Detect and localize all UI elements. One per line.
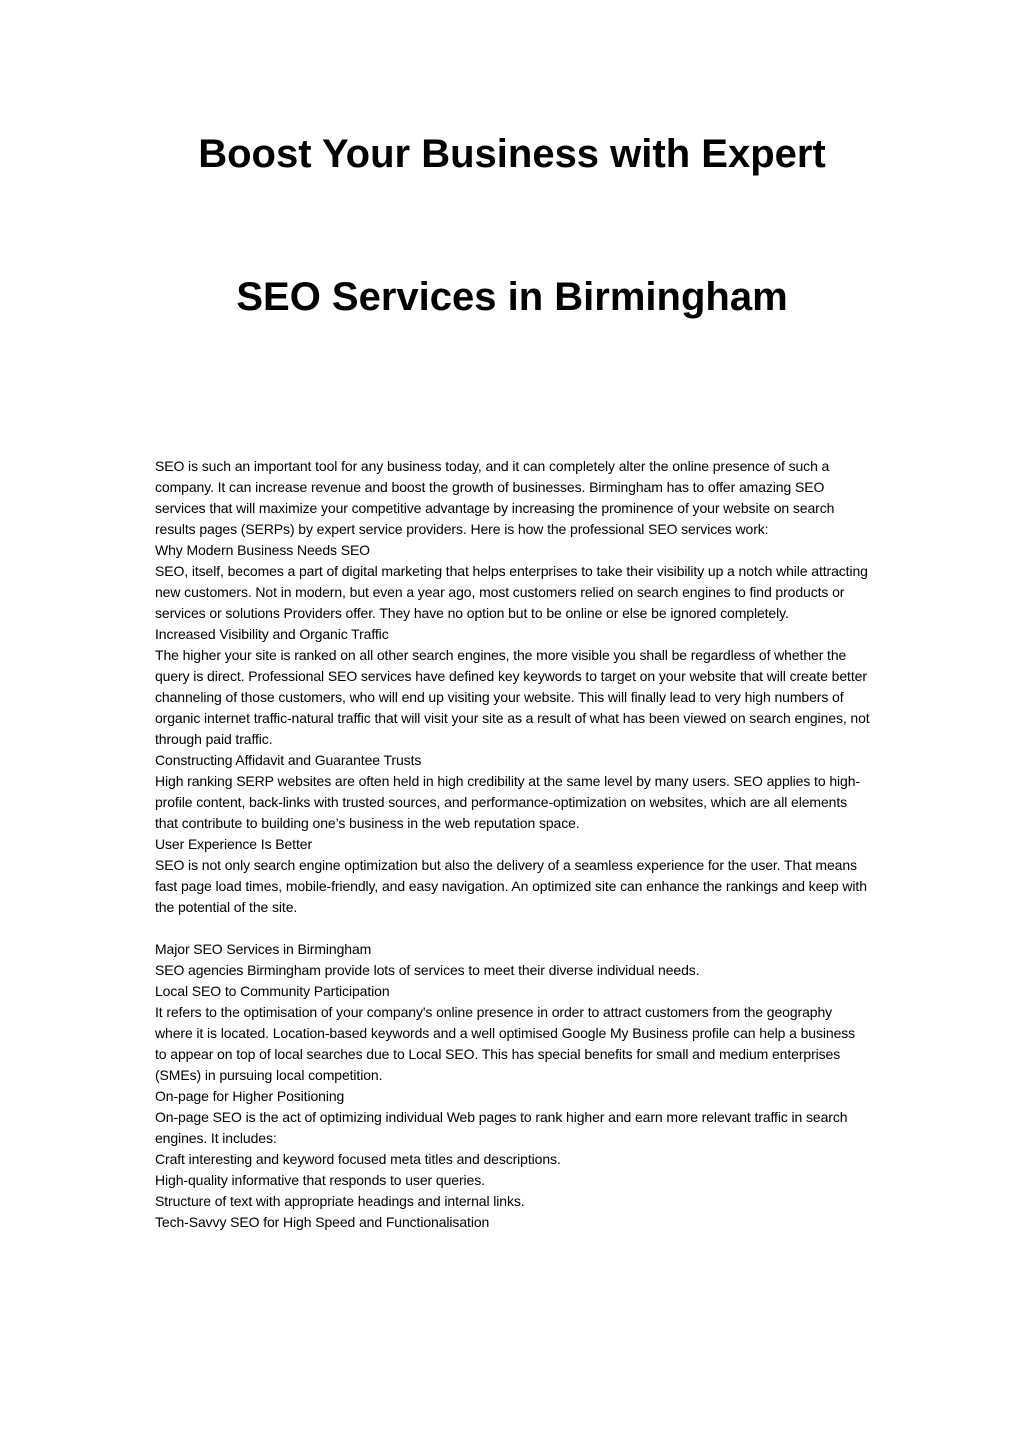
section-heading-major-services: Major SEO Services in Birmingham bbox=[155, 941, 372, 957]
paragraph-visibility: The higher your site is ranked on all other search engines, the more visible you shall be regardless of whether the query is direct. Professional SEO services have defined key keywords to target on your website that will create better channeling of those customers, who will end up visiting your website. This will finally lead to very high numbers of organic internet traffic-natural traffic that will visit your site as a result of what has been viewed on search engines, not through paid traffic. bbox=[155, 647, 870, 747]
article-body bbox=[155, 456, 870, 1233]
paragraph-major-services: SEO agencies Birmingham provide lots of services to meet their diverse individual needs. bbox=[155, 962, 700, 978]
list-item-meta-titles: Craft interesting and keyword focused meta titles and descriptions. bbox=[155, 1151, 561, 1167]
section-heading-user-experience: User Experience Is Better bbox=[155, 836, 313, 852]
page-title-line-1: Boost Your Business with Expert bbox=[198, 132, 826, 176]
paragraph-spacer bbox=[155, 918, 870, 939]
paragraph-why-seo: SEO, itself, becomes a part of digital marketing that helps enterprises to take their visibility up a notch while attracting new customers. Not in modern, but even a year ago, most customers relied on search engines to find products or services or solutions Providers offer. They have no option but to be online or else be ignored completely. bbox=[155, 563, 868, 621]
intro-paragraph: SEO is such an important tool for any business today, and it can completely alter the online presence of such a company. It can increase revenue and boost the growth of businesses. Birmingham has to offer amazing SEO services that will maximize your competitive advantage by increasing the prominence of your website on search results pages (SERPs) by expert service providers. Here is how the professional SEO services work: bbox=[155, 458, 835, 537]
paragraph-local-seo: It refers to the optimisation of your company's online presence in order to attract customers from the geography where it is located. Location-based keywords and a well optimised Google My Business profile can help a business to appear on top of local searches due to Local SEO. This has special benefits for small and medium enterprises (SMEs) in pursuing local competition. bbox=[155, 1004, 856, 1083]
section-heading-visibility: Increased Visibility and Organic Traffic bbox=[155, 626, 389, 642]
list-item-quality-content: High-quality informative that responds to user queries. bbox=[155, 1172, 485, 1188]
paragraph-on-page: On-page SEO is the act of optimizing individual Web pages to rank higher and earn more relevant traffic in search engines. It includes: bbox=[155, 1109, 848, 1146]
paragraph-trust: High ranking SERP websites are often held in high credibility at the same level by many users. SEO applies to high-profile content, back-links with trusted sources, and performance-optimization on websites, which are all elements that contribute to building one’s business in the web reputation space. bbox=[155, 773, 860, 831]
page-title-line-2: SEO Services in Birmingham bbox=[236, 275, 788, 319]
section-heading-why-seo: Why Modern Business Needs SEO bbox=[155, 542, 370, 558]
section-heading-local-seo: Local SEO to Community Participation bbox=[155, 983, 390, 999]
section-heading-tech-seo: Tech-Savvy SEO for High Speed and Functionalisation bbox=[155, 1214, 490, 1230]
list-item-structure: Structure of text with appropriate headings and internal links. bbox=[155, 1193, 525, 1209]
section-heading-on-page: On-page for Higher Positioning bbox=[155, 1088, 345, 1104]
paragraph-user-experience: SEO is not only search engine optimization but also the delivery of a seamless experience for the user. That means fast page load times, mobile-friendly, and easy navigation. An optimized site can enhance the rankings and keep with the potential of the site. bbox=[155, 857, 867, 915]
section-heading-trust: Constructing Affidavit and Guarantee Trusts bbox=[155, 752, 422, 768]
